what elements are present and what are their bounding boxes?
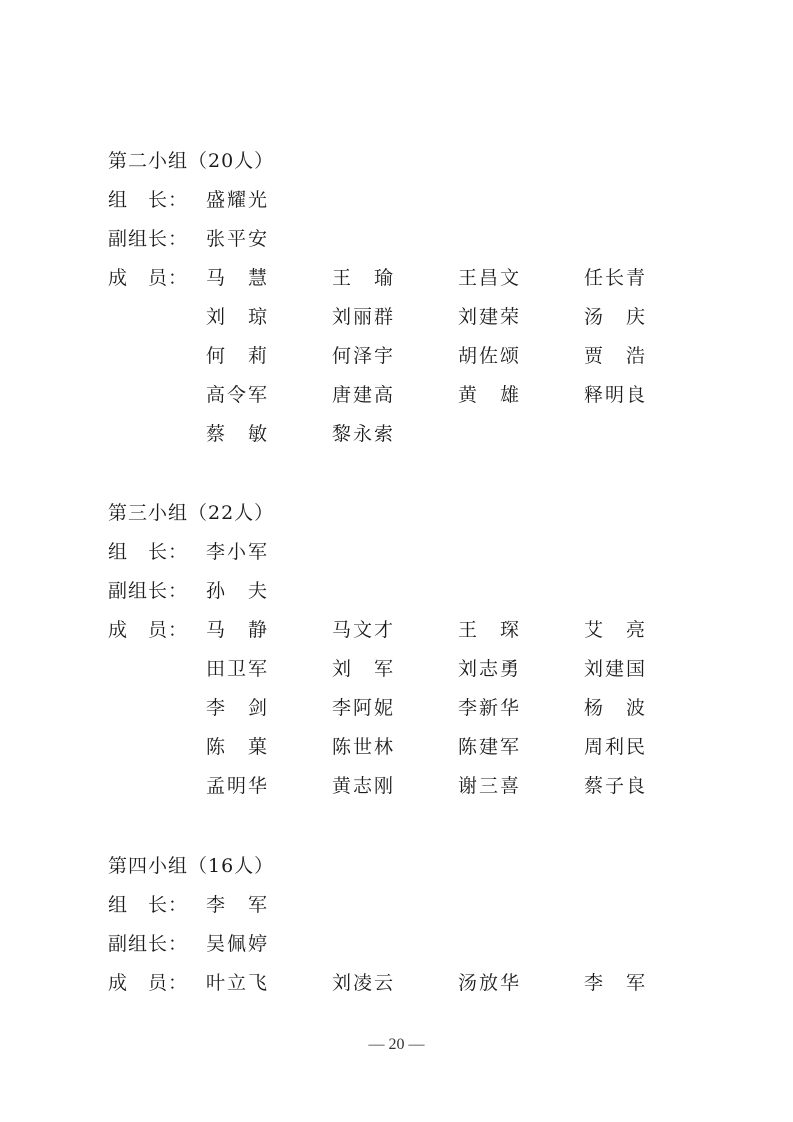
members-row — [108, 651, 708, 690]
member-name: 刘凌云 — [332, 972, 396, 994]
member-name: 高令军 — [206, 384, 270, 406]
member-name: 孟明华 — [206, 775, 270, 797]
member-name: 汤 庆 — [584, 306, 648, 328]
member-name: 刘建国 — [584, 658, 648, 680]
leader-name: 李 军 — [206, 894, 270, 916]
member-name: 王 琛 — [458, 619, 522, 641]
members-row — [108, 299, 708, 338]
deputy-row — [108, 573, 708, 612]
member-name: 唐建高 — [332, 384, 396, 406]
group-section-4 — [108, 848, 708, 1004]
member-name: 何泽宇 — [332, 345, 396, 367]
members-label: 成 员： — [108, 972, 189, 994]
deputy-row — [108, 926, 708, 965]
leader-name: 盛耀光 — [206, 189, 270, 211]
deputy-row — [108, 221, 708, 260]
members-list — [108, 965, 708, 1004]
members-list — [108, 260, 708, 455]
member-name: 汤放华 — [458, 972, 522, 994]
member-name: 黄志刚 — [332, 775, 396, 797]
deputy-label: 副组长： — [108, 580, 189, 602]
members-row — [108, 260, 708, 299]
page-number: — 20 — — [368, 1036, 425, 1053]
deputy-label: 副组长： — [108, 228, 189, 250]
group-section-3 — [108, 495, 708, 807]
leader-label: 组 长： — [108, 894, 189, 916]
members-row — [108, 729, 708, 768]
member-name: 蔡子良 — [584, 775, 648, 797]
member-name: 王昌文 — [458, 267, 522, 289]
member-name: 杨 波 — [584, 697, 648, 719]
deputy-label: 副组长： — [108, 933, 189, 955]
leader-row — [108, 182, 708, 221]
leader-row — [108, 534, 708, 573]
members-label: 成 员： — [108, 267, 189, 289]
leader-name: 李小军 — [206, 541, 270, 563]
member-name: 刘 军 — [332, 658, 396, 680]
deputy-name: 吴佩婷 — [206, 933, 270, 955]
group-title: 第二小组（20人） — [108, 150, 275, 172]
members-row — [108, 612, 708, 651]
members-label: 成 员： — [108, 619, 189, 641]
deputy-name: 张平安 — [206, 228, 270, 250]
leader-label: 组 长： — [108, 541, 189, 563]
member-name: 周利民 — [584, 736, 648, 758]
member-name: 陈建军 — [458, 736, 522, 758]
member-name: 刘丽群 — [332, 306, 396, 328]
members-row — [108, 690, 708, 729]
member-name: 黄 雄 — [458, 384, 522, 406]
member-name: 谢三喜 — [458, 775, 522, 797]
member-name: 何 莉 — [206, 345, 270, 367]
member-name: 释明良 — [584, 384, 648, 406]
members-row — [108, 768, 708, 807]
member-name: 贾 浩 — [584, 345, 648, 367]
member-name: 刘 琼 — [206, 306, 270, 328]
member-name: 刘建荣 — [458, 306, 522, 328]
deputy-name: 孙 夫 — [206, 580, 270, 602]
member-name: 黎永索 — [332, 423, 396, 445]
member-name: 艾 亮 — [584, 619, 648, 641]
group-title: 第四小组（16人） — [108, 855, 275, 877]
leader-row — [108, 887, 708, 926]
members-row — [108, 965, 708, 1004]
group-section-2 — [108, 143, 708, 455]
leader-label: 组 长： — [108, 189, 189, 211]
member-name: 任长青 — [584, 267, 648, 289]
member-name: 陈世林 — [332, 736, 396, 758]
members-list — [108, 612, 708, 807]
member-name: 陈 菓 — [206, 736, 270, 758]
member-name: 李新华 — [458, 697, 522, 719]
members-row — [108, 377, 708, 416]
member-name: 蔡 敏 — [206, 423, 270, 445]
member-name: 李阿妮 — [332, 697, 396, 719]
member-name: 马文才 — [332, 619, 396, 641]
member-name: 胡佐颂 — [458, 345, 522, 367]
member-name: 叶立飞 — [206, 972, 270, 994]
member-name: 王 瑜 — [332, 267, 396, 289]
member-name: 马 慧 — [206, 267, 270, 289]
member-name: 李 军 — [584, 972, 648, 994]
member-name: 田卫军 — [206, 658, 270, 680]
members-row — [108, 338, 708, 377]
member-name: 刘志勇 — [458, 658, 522, 680]
members-row — [108, 416, 708, 455]
member-name: 李 剑 — [206, 697, 270, 719]
group-title: 第三小组（22人） — [108, 502, 275, 524]
member-name: 马 静 — [206, 619, 270, 641]
